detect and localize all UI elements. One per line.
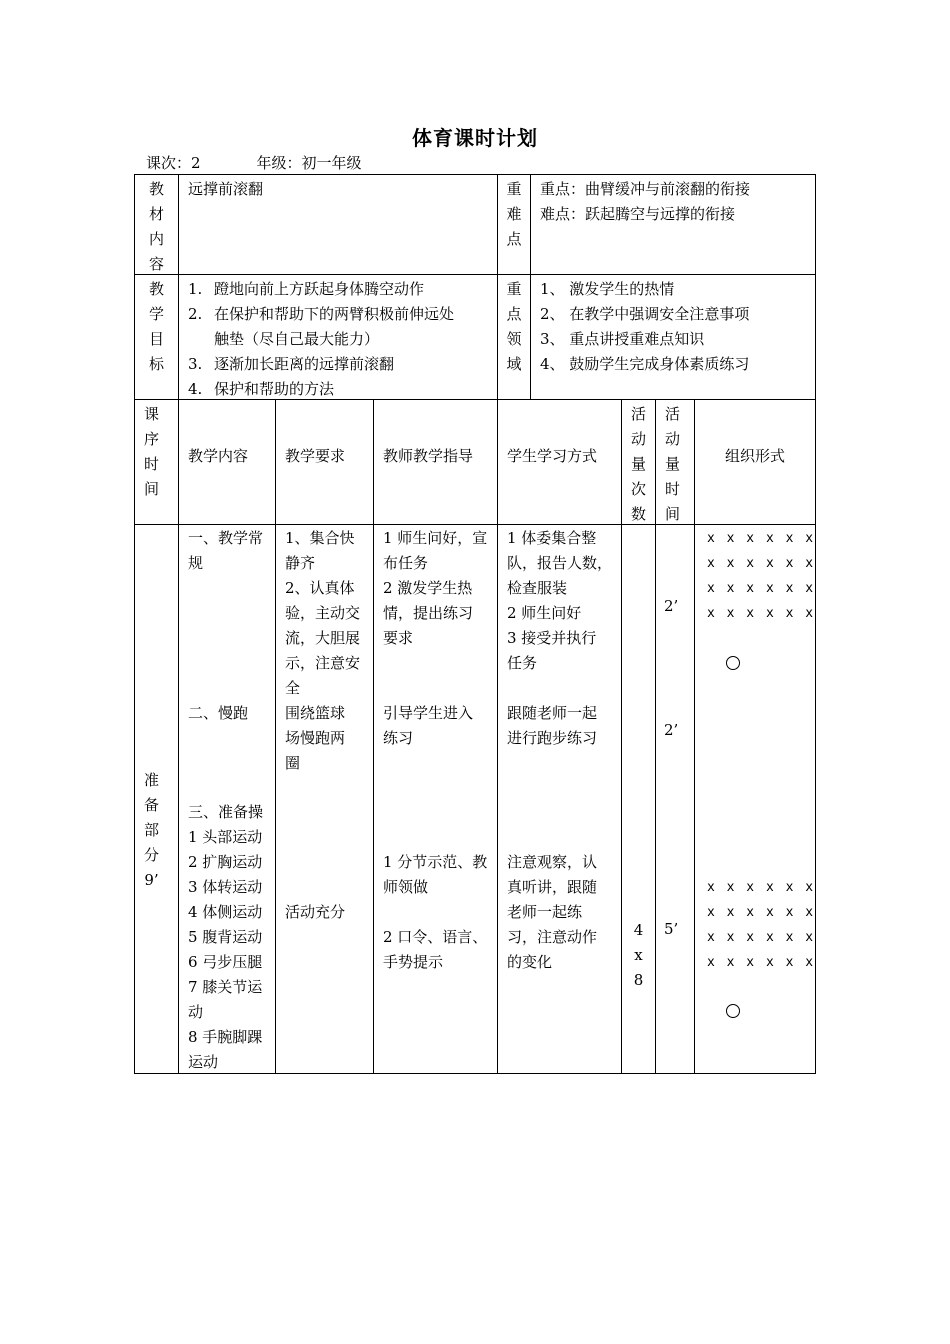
header-content: 教学内容: [188, 447, 249, 465]
material-label: [135, 177, 178, 277]
label-char: 重: [506, 280, 522, 298]
label-char: 课: [143, 405, 159, 423]
label-char: 活: [664, 405, 680, 423]
label-char: 动: [630, 430, 646, 448]
header-organization: 组织形式: [724, 447, 785, 465]
formation-row: x x x x x x: [707, 531, 816, 546]
label-char: 数: [630, 505, 646, 523]
text-line: 1 师生问好，宣: [383, 529, 488, 547]
label-char: 9’: [144, 871, 159, 889]
study-warmup: [507, 850, 597, 975]
text-line: 1 头部运动: [188, 828, 263, 846]
key-point: 重点：曲臂缓冲与前滚翻的衔接: [540, 180, 751, 198]
requirement-warmup: [285, 900, 345, 925]
text-line: 5 腹背运动: [188, 928, 263, 946]
list-item: [188, 277, 454, 302]
label-char: 备: [143, 796, 159, 814]
label-char: 教: [148, 280, 164, 298]
material-content: 远撑前滚翻: [188, 180, 264, 198]
label-char: 容: [148, 255, 164, 273]
text-line: 三、准备操: [188, 803, 264, 821]
header-requirements: 教学要求: [285, 447, 346, 465]
text-line: 围绕篮球: [285, 704, 346, 722]
goal-list: [188, 277, 454, 402]
formation-grid-warmup: [707, 875, 815, 975]
text-line: 1、集合快: [285, 529, 355, 547]
label-char: 动: [664, 430, 680, 448]
goal-number: 2.: [188, 305, 203, 323]
text-line: 引导学生进入: [383, 704, 474, 722]
text-line: 师领做: [383, 878, 429, 896]
guidance-routine: [383, 526, 487, 651]
text-line: 活动充分: [285, 903, 346, 921]
text-line: 运动: [188, 1053, 219, 1071]
label-char: 难: [506, 205, 522, 223]
header-activity-time: [656, 402, 689, 527]
header-sequence-time: [135, 402, 168, 502]
text-line: 1 分节示范、教: [383, 853, 488, 871]
label-char: 部: [143, 821, 159, 839]
text-line: 练习: [383, 729, 414, 747]
key-difficulty-content: [540, 177, 750, 227]
label-char: 分: [143, 846, 159, 864]
text-line: 全: [285, 679, 301, 697]
label-char: 间: [664, 505, 680, 523]
goal-number: 1.: [188, 280, 203, 298]
text-line: 8: [633, 971, 644, 989]
text-line: 习，注意动作: [507, 928, 598, 946]
text-line: 4 体侧运动: [188, 903, 263, 921]
text-line: 2 口令、语言、: [383, 928, 488, 946]
label-char: 标: [148, 355, 164, 373]
list-item: [188, 352, 454, 377]
activity-time-routine: 2’: [664, 597, 679, 615]
label-char: 内: [148, 230, 164, 248]
guidance-warmup-cue: [383, 925, 487, 975]
study-routine: [507, 526, 612, 676]
text-line: 4: [633, 921, 644, 939]
label-char: 领: [506, 330, 522, 348]
text-line: x: [634, 946, 643, 964]
label-char: 点: [506, 305, 522, 323]
text-line: 2 扩胸运动: [188, 853, 263, 871]
grade-level: 年级：初一年级: [256, 154, 362, 172]
text-line: 示，注意安: [285, 654, 361, 672]
goal-text: 蹬地向前上方跃起身体腾空动作: [214, 280, 425, 298]
goal-text: 触垫（尽自己最大能力）: [214, 330, 380, 348]
list-item: 1、 激发学生的热情: [540, 280, 675, 298]
text-line: 情，提出练习: [383, 604, 474, 622]
list-item: [188, 302, 454, 327]
text-line: 布任务: [383, 554, 429, 572]
difficulty-point: 难点：跃起腾空与远撑的衔接: [540, 205, 736, 223]
list-item: 2、 在教学中强调安全注意事项: [540, 305, 750, 323]
label-char: 目: [148, 330, 164, 348]
goal-text: 在保护和帮助下的两臂积极前伸远处: [214, 305, 455, 323]
section-label: [135, 768, 168, 893]
label-char: 次: [630, 480, 646, 498]
text-line: 要求: [383, 629, 414, 647]
text-line: 真听讲，跟随: [507, 878, 598, 896]
content-jog: [188, 701, 248, 726]
text-line: 规: [188, 554, 204, 572]
lesson-meta: [146, 152, 418, 173]
label-char: 间: [143, 480, 159, 498]
activity-count-warmup: [622, 918, 655, 993]
text-line: 6 弓步压腿: [188, 953, 263, 971]
label-char: 学: [148, 305, 164, 323]
text-line: 一、教学常: [188, 529, 264, 547]
label-char: 教: [148, 180, 164, 198]
label-char: 活: [630, 405, 646, 423]
text-line: 静齐: [285, 554, 316, 572]
goal-number: 4.: [188, 380, 203, 398]
list-item: 3、 重点讲授重难点知识: [540, 330, 705, 348]
focus-area-list: [540, 277, 749, 377]
formation-row: x x x x x x: [707, 955, 816, 970]
content-routine: [188, 526, 263, 576]
text-line: 8 手腕脚踝: [188, 1028, 263, 1046]
text-line: 2 师生问好: [507, 604, 582, 622]
text-line: 3 体转运动: [188, 878, 263, 896]
formation-row: x x x x x x: [707, 905, 816, 920]
lesson-number: 课次：2: [146, 154, 201, 172]
list-item: [188, 327, 454, 352]
label-char: 重: [506, 180, 522, 198]
label-char: 量: [664, 455, 680, 473]
text-line: 场慢跑两: [285, 729, 346, 747]
label-char: 准: [143, 771, 159, 789]
focus-area-label: [498, 277, 530, 377]
activity-time-warmup: 5’: [664, 920, 679, 938]
header-student-method: 学生学习方式: [507, 447, 598, 465]
label-char: 时: [664, 480, 680, 498]
text-line: 的变化: [507, 953, 553, 971]
requirement-jog: [285, 701, 345, 776]
text-line: 7 膝关节运: [188, 978, 263, 996]
teacher-position-icon: [726, 656, 740, 670]
text-line: 2 激发学生热: [383, 579, 473, 597]
label-char: 材: [148, 205, 164, 223]
text-line: 3 接受并执行: [507, 629, 597, 647]
formation-row: x x x x x x: [707, 606, 816, 621]
teacher-position-icon: [726, 1004, 740, 1018]
page-title: 体育课时计划: [412, 126, 538, 150]
text-line: 动: [188, 1003, 204, 1021]
text-line: 老师一起练: [507, 903, 583, 921]
goal-text: 逐渐加长距离的远撑前滚翻: [214, 355, 395, 373]
label-char: 序: [143, 430, 159, 448]
content-warmup: [188, 800, 263, 1075]
text-line: 跟随老师一起: [507, 704, 598, 722]
formation-row: x x x x x x: [707, 880, 816, 895]
text-line: 手势提示: [383, 953, 444, 971]
label-char: 点: [506, 230, 522, 248]
label-char: 时: [143, 455, 159, 473]
text-line: 验，主动交: [285, 604, 361, 622]
key-difficulty-label: [498, 177, 530, 252]
text-line: 流，大胆展: [285, 629, 361, 647]
text-line: 注意观察，认: [507, 853, 598, 871]
formation-row: x x x x x x: [707, 556, 816, 571]
label-char: 域: [506, 355, 522, 373]
header-teacher-guidance: 教师教学指导: [383, 447, 474, 465]
guidance-jog: [383, 701, 473, 751]
requirement-routine: [285, 526, 360, 701]
text-line: 队，报告人数，: [507, 554, 613, 572]
formation-row: x x x x x x: [707, 581, 816, 596]
text-line: 圈: [285, 754, 301, 772]
label-char: 量: [630, 455, 646, 473]
formation-row: x x x x x x: [707, 930, 816, 945]
list-item: 4、 鼓励学生完成身体素质练习: [540, 355, 750, 373]
text-line: 1 体委集合整: [507, 529, 597, 547]
guidance-warmup-demo: [383, 850, 487, 900]
text-line: 2、认真体: [285, 579, 355, 597]
text-line: 二、慢跑: [188, 704, 249, 722]
formation-grid-routine: [707, 526, 815, 626]
text-line: 进行跑步练习: [507, 729, 598, 747]
goal-number: 3.: [188, 355, 203, 373]
activity-time-jog: 2’: [664, 721, 679, 739]
goal-text: 保护和帮助的方法: [214, 380, 335, 398]
list-item: [188, 377, 454, 402]
text-line: 检查服装: [507, 579, 568, 597]
text-line: 任务: [507, 654, 538, 672]
header-activity-count: [622, 402, 655, 527]
study-jog: [507, 701, 597, 751]
goal-label: [135, 277, 178, 377]
